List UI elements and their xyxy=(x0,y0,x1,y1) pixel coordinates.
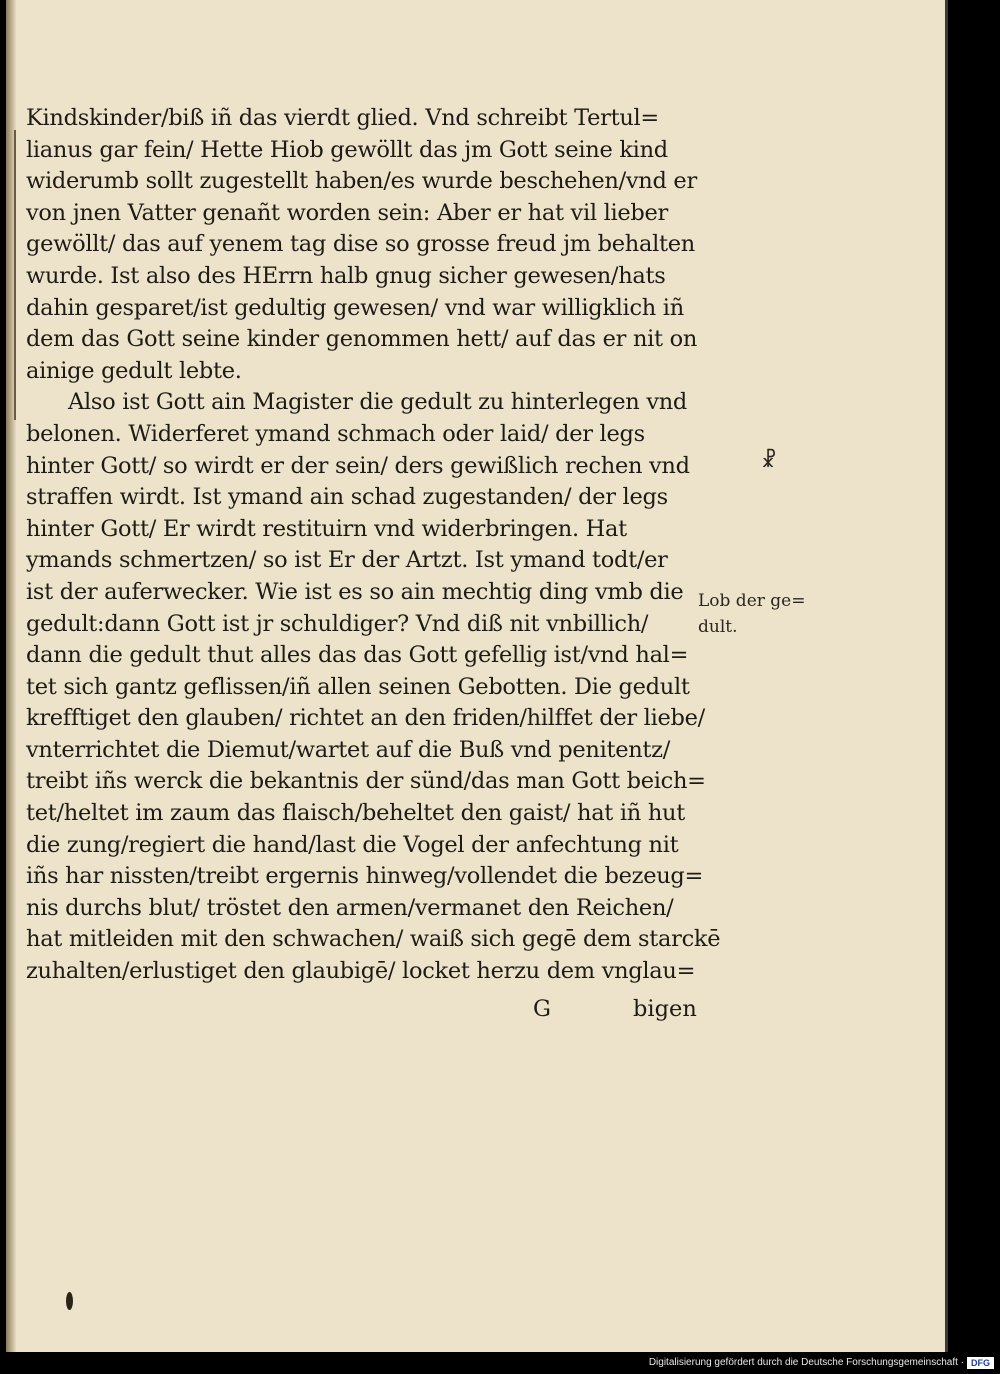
text-line: treibt iñs werck die bekantnis der sünd/das man Gott beich= xyxy=(26,768,706,795)
text-line: belonen. Widerferet ymand schmach oder laid/ der legs xyxy=(26,420,645,447)
text-line: gewöllt/ das auf yenem tag dise so grosse freud jm behalten xyxy=(26,231,695,258)
signature-mark: G xyxy=(533,996,551,1022)
text-line: lianus gar fein/ Hette Hiob gewöllt das jm Gott seine kind xyxy=(26,136,668,163)
text-line: gedult:dann Gott ist jr schuldiger? Vnd diß nit vnbillich/ xyxy=(26,610,649,637)
text-line: dann die gedult thut alles das das Gott gefellig ist/vnd hal= xyxy=(26,642,689,669)
text-line: tet/heltet im zaum das flaisch/beheltet den gaist/ hat iñ hut xyxy=(26,800,685,827)
text-line: ymands schmertzen/ so ist Er der Artzt. Ist ymand todt/er xyxy=(26,547,668,574)
text-line: ist der auferwecker. Wie ist es so ain mechtig ding vmb die xyxy=(26,578,684,605)
footer-credit: Digitalisierung gefördert durch die Deutsche Forschungsgemeinschaft · xyxy=(648,1357,964,1368)
text-line: krefftiget den glauben/ richtet an den friden/hilffet der liebe/ xyxy=(26,705,705,732)
text-line: straffen wirdt. Ist ymand ain schad zugestanden/ der legs xyxy=(26,484,668,511)
text-line: widerumb sollt zugestellt haben/es wurde beschehen/vnd er xyxy=(26,168,697,195)
text-line: iñs har nissten/treibt ergernis hinweg/vollendet die bezeug= xyxy=(26,863,704,890)
text-line: Also ist Gott ain Magister die gedult zu hinterlegen vnd xyxy=(68,389,688,416)
text-line: hat mitleiden mit den schwachen/ waiß sich gegē dem starckē xyxy=(26,926,721,953)
marginal-note-line-2: dult. xyxy=(698,617,738,637)
text-line: hinter Gott/ so wirdt er der sein/ ders gewißlich rechen vnd xyxy=(26,452,690,479)
text-line: dahin gesparet/ist gedultig gewesen/ vnd war willigklich iñ xyxy=(26,294,684,321)
text-line: von jnen Vatter genañt worden sein: Aber er hat vil lieber xyxy=(26,199,668,226)
text-line: dem das Gott seine kinder genommen hett/ auf das er nit on xyxy=(26,326,698,353)
ink-blot xyxy=(66,1292,73,1310)
book-page xyxy=(6,0,948,1352)
marginal-note-line-1: Lob der ge= xyxy=(698,591,806,611)
main-text-block xyxy=(26,103,721,988)
text-line: nis durchs blut/ tröstet den armen/vermanet den Reichen/ xyxy=(26,894,674,921)
margin-ink-line xyxy=(14,130,16,420)
marginal-mark: ☧ xyxy=(761,448,777,472)
text-line: zuhalten/erlustiget den glaubigē/ locket herzu dem vnglau= xyxy=(26,958,696,985)
dfg-logo: DFG xyxy=(967,1357,994,1369)
catchword: bigen xyxy=(633,996,697,1022)
text-line: ainige gedult lebte. xyxy=(26,357,242,384)
text-line: wurde. Ist also des HErrn halb gnug sicher gewesen/hats xyxy=(26,262,666,289)
marginal-note xyxy=(698,588,805,640)
text-line: tet sich gantz geflissen/iñ allen seinen Gebotten. Die gedult xyxy=(26,673,690,700)
text-line: vnterrichtet die Diemut/wartet auf die Buß vnd penitentz/ xyxy=(26,736,671,763)
catchword-line xyxy=(533,996,697,1022)
text-line: Kindskinder/biß iñ das vierdt glied. Vnd schreibt Tertul= xyxy=(26,105,659,131)
text-line: hinter Gott/ Er wirdt restituirn vnd widerbringen. Hat xyxy=(26,515,627,542)
text-line: die zung/regiert die hand/last die Vogel der anfechtung nit xyxy=(26,831,679,858)
